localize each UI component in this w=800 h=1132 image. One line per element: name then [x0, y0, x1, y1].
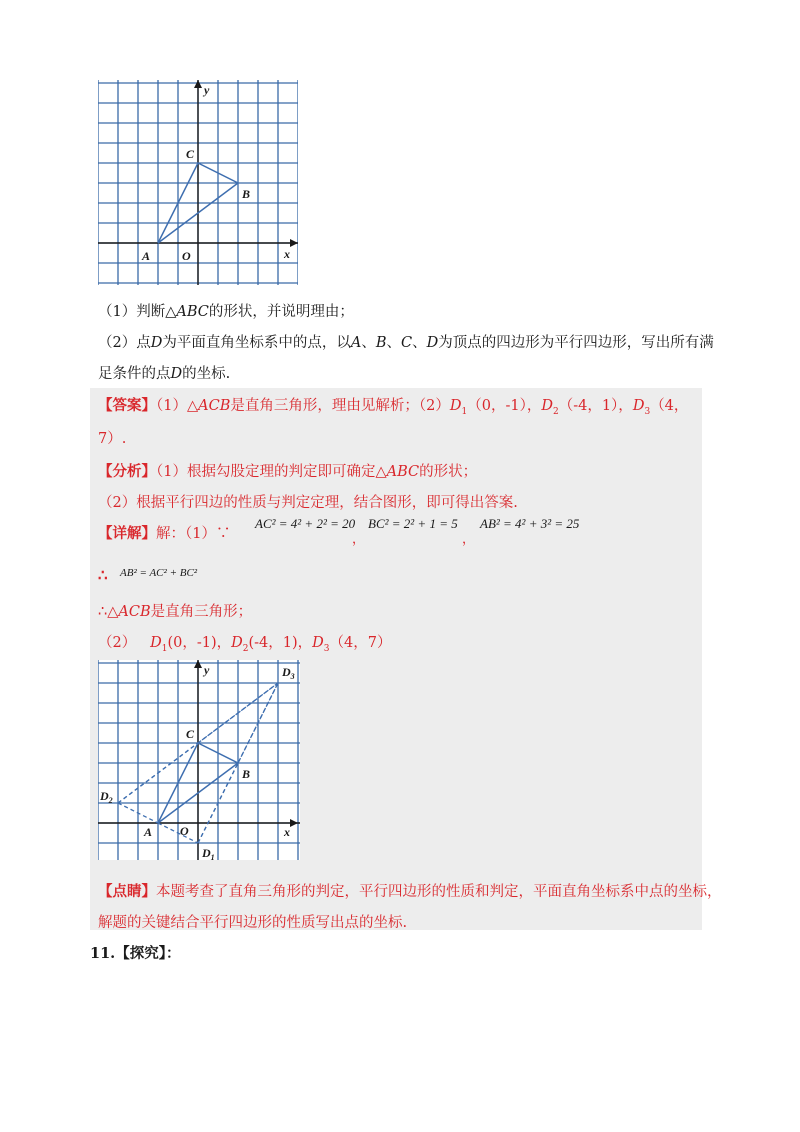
analysis-line-2: （2）根据平行四边的性质与判定定理，结合图形，即可得出答案. — [98, 495, 518, 511]
label-D3: $D_3$ — [282, 665, 295, 681]
comment-line-2: 解题的关键结合平行四边形的性质写出点的坐标. — [98, 915, 408, 931]
detail-part-2: （2） $D_1(0$，-1)，$D_2(-4$，1)，$D_3(4$，7） — [98, 635, 392, 654]
label-B: B — [242, 187, 251, 201]
question-1: （1）判断△ABC的形状，并说明理由； — [98, 304, 354, 320]
equation-ac: AC² = 4² + 2² = 20 — [255, 516, 356, 531]
next-question-label: 11.【探究】： — [90, 945, 181, 962]
label-D2: $D_2$ — [100, 789, 113, 805]
equation-bc: BC² = 2² + 1 = 5 — [368, 516, 458, 531]
label-A-2: A — [144, 825, 153, 839]
label-y-2: y — [204, 663, 210, 677]
label-C-2: C — [186, 727, 195, 741]
detail-line-1: 【详解】解：（1）∵ — [98, 525, 231, 542]
therefore-symbol: ∴ — [98, 566, 108, 584]
label-x: x — [284, 247, 290, 261]
analysis-line-1: 【分析】（1）根据勾股定理的判定即可确定△ABC的形状； — [98, 463, 478, 480]
question-2-line-1: （2）点D为平面直角坐标系中的点，以A、B、C、D为顶点的四边形为平行四边形，写出所有满 — [98, 335, 714, 351]
label-y: y — [204, 83, 210, 97]
label-C: C — [186, 147, 195, 161]
comma-1: ， — [352, 532, 366, 547]
comma-2: ， — [462, 532, 476, 547]
answer-line-1: 【答案】（1）△ACB是直角三角形，理由见解析；$(2)D_1(0$，-1），$D_2(-4$，1），$D_3(4$， — [98, 397, 689, 417]
answer-line-2: 7）. — [98, 431, 127, 447]
label-B-2: B — [242, 767, 251, 781]
label-O-2: O — [180, 824, 189, 838]
equation-ab: AB² = 4² + 3² = 25 — [480, 516, 580, 531]
comment-line-1: 【点睛】本题考查了直角三角形的判定，平行四边形的性质和判定，平面直角坐标系中点的坐标， — [98, 883, 722, 900]
detail-conclusion: ∴△ACB是直角三角形； — [98, 604, 253, 620]
figure-1-coordinate-grid — [98, 80, 298, 285]
label-A: A — [142, 249, 151, 263]
question-2-line-2: 足条件的点D的坐标. — [98, 366, 231, 382]
equation-pythagoras: AB² = AC² + BC² — [120, 567, 198, 579]
label-x-2: x — [284, 825, 290, 839]
figure-2-coordinate-grid — [98, 660, 300, 860]
label-D1: $D_1$ — [202, 846, 215, 860]
label-O: O — [182, 249, 191, 263]
